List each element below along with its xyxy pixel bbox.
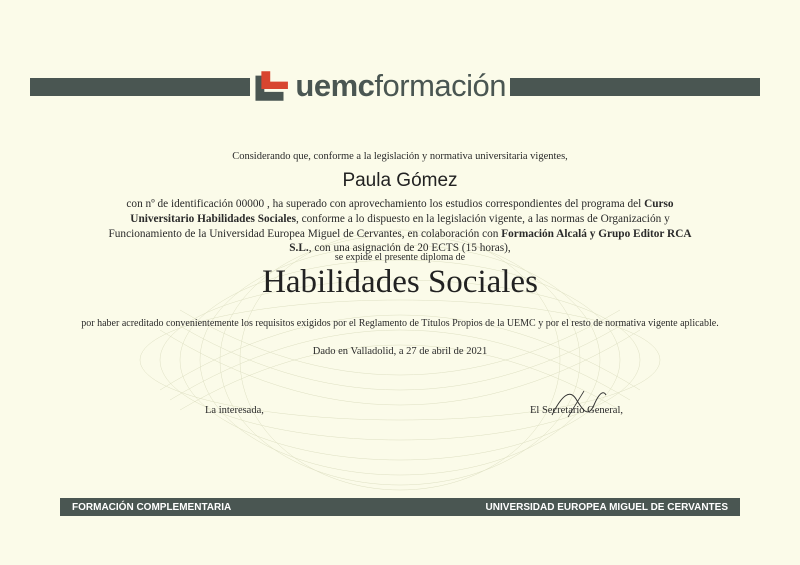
header-bar-right [510,78,760,96]
issue-date: Dado en Valladolid, a 27 de abril de 2021 [312,346,488,357]
expide-text: se expide el presente diploma de [334,252,466,263]
uemc-logo [254,62,506,110]
footer-bar [60,498,740,516]
footer-right-text: UNIVERSIDAD EUROPEA MIGUEL DE CERVANTES [485,501,728,513]
signature-label-secretary: El Secretario General, [530,405,623,416]
header-bar-left [30,78,250,96]
diploma-title: Habilidades Sociales [262,264,538,300]
signature-label-recipient: La interesada, [205,405,264,416]
recipient-name: Paula Gómez [342,170,458,191]
requirements-text: por haber acreditado convenientemente los requisitos exigidos por el Reglamento de Títulos Propios de la UEMC y por el resto de normativa vigente aplicable. [81,318,719,329]
footer-left-text: FORMACIÓN COMPLEMENTARIA [72,501,232,513]
uemc-logo-icon [254,64,289,108]
certificate-body: con nº de identificación 00000 , ha superado con aprovechamiento los estudios correspondientes del programa del Curso Universitario Habilidades Sociales, conforme a lo dispuesto en la legislación vigente, a las normas de Organización y Funcionamiento de la Universidad Europea Miguel de Cervantes, en colaboración con Formación Alcalá y Grupo Editor RCA S.L., con una asignación de 20 ECTS (15 horas), [108,198,692,255]
intro-text: Considerando que, conforme a la legislación y normativa universitaria vigentes, [232,151,568,162]
brand-name: uemcformación [295,68,506,103]
